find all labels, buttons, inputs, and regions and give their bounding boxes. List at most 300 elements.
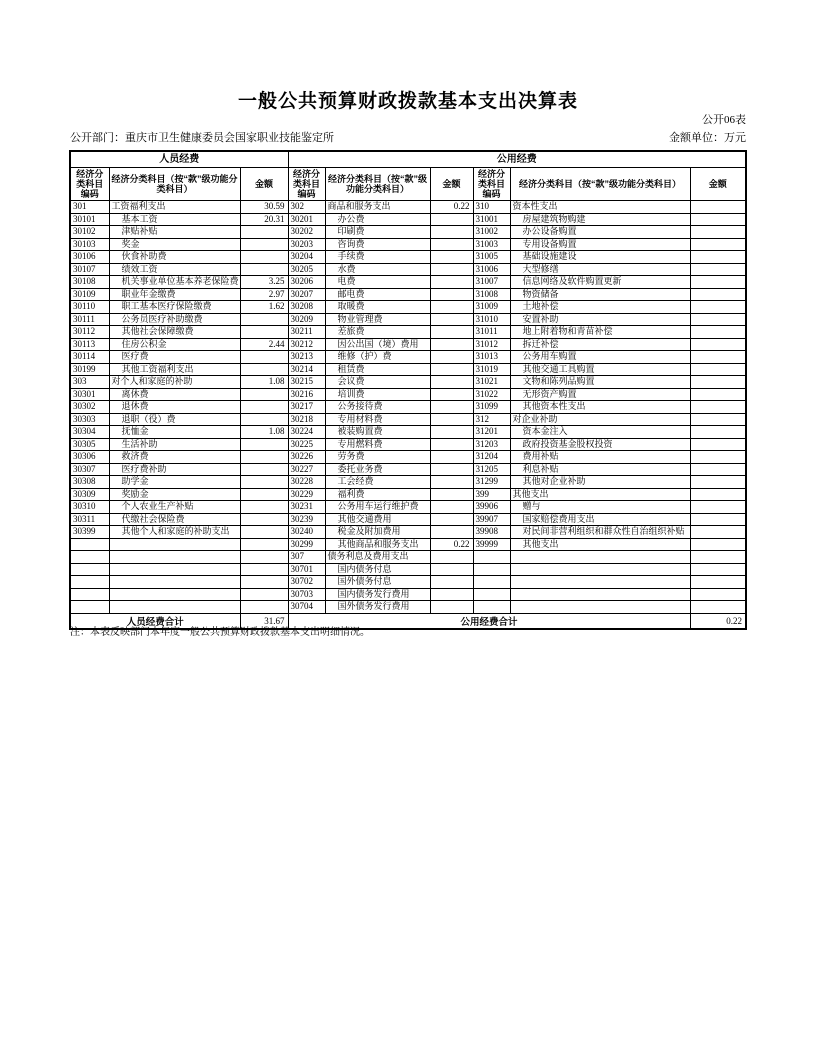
amount-cell <box>690 488 746 501</box>
subject-name-cell: 政府投资基金股权投资 <box>510 438 690 451</box>
subject-name-cell: 其他资本性支出 <box>510 401 690 414</box>
amount-cell: 1.62 <box>240 301 288 314</box>
amount-cell <box>430 376 473 389</box>
subject-name-cell: 拆迁补偿 <box>510 338 690 351</box>
amount-cell <box>430 563 473 576</box>
amount-cell <box>430 251 473 264</box>
economic-code-cell <box>70 588 109 601</box>
economic-code-cell: 30111 <box>70 313 109 326</box>
subject-name-cell <box>109 538 240 551</box>
amount-cell <box>690 288 746 301</box>
subject-name-cell: 土地补偿 <box>510 301 690 314</box>
table-body <box>70 201 746 614</box>
subject-name-cell: 离休费 <box>109 388 240 401</box>
amount-cell <box>430 276 473 289</box>
amount-cell <box>240 313 288 326</box>
col-header-code-2: 经济分类科目编码 <box>288 168 325 201</box>
subject-name-cell: 其他交通费用 <box>325 513 430 526</box>
personnel-total-label: 人员经费合计 <box>70 613 240 629</box>
economic-code-cell: 30217 <box>288 401 325 414</box>
amount-cell <box>240 476 288 489</box>
subject-name-cell: 公务用车运行维护费 <box>325 501 430 514</box>
amount-cell <box>690 263 746 276</box>
economic-code-cell: 31013 <box>473 351 510 364</box>
subject-name-cell: 安置补助 <box>510 313 690 326</box>
amount-cell <box>690 563 746 576</box>
economic-code-cell: 31019 <box>473 363 510 376</box>
economic-code-cell: 30224 <box>288 426 325 439</box>
amount-cell <box>240 363 288 376</box>
economic-code-cell: 31010 <box>473 313 510 326</box>
amount-cell <box>690 213 746 226</box>
economic-code-cell: 31203 <box>473 438 510 451</box>
budget-table <box>69 150 747 630</box>
economic-code-cell: 30215 <box>288 376 325 389</box>
subject-name-cell: 办公费 <box>325 213 430 226</box>
economic-code-cell: 30203 <box>288 238 325 251</box>
economic-code-cell <box>70 551 109 564</box>
table-row <box>70 226 746 239</box>
amount-cell <box>690 276 746 289</box>
amount-cell <box>690 526 746 539</box>
amount-cell <box>430 551 473 564</box>
economic-code-cell: 30101 <box>70 213 109 226</box>
economic-code-cell: 30229 <box>288 488 325 501</box>
amount-cell <box>690 588 746 601</box>
economic-code-cell: 30302 <box>70 401 109 414</box>
table-row <box>70 426 746 439</box>
economic-code-cell: 30701 <box>288 563 325 576</box>
subject-name-cell: 救济费 <box>109 451 240 464</box>
group-header-row <box>70 151 746 168</box>
economic-code-cell: 307 <box>288 551 325 564</box>
table-row <box>70 251 746 264</box>
amount-cell <box>430 301 473 314</box>
economic-code-cell: 31001 <box>473 213 510 226</box>
economic-code-cell: 30114 <box>70 351 109 364</box>
col-header-name-2: 经济分类科目（按“款”级功能分类科目） <box>325 168 430 201</box>
subject-name-cell: 公务接待费 <box>325 401 430 414</box>
table-row <box>70 301 746 314</box>
subject-name-cell: 其他工资福利支出 <box>109 363 240 376</box>
economic-code-cell <box>473 551 510 564</box>
amount-cell: 1.08 <box>240 426 288 439</box>
subject-name-cell: 差旅费 <box>325 326 430 339</box>
economic-code-cell: 31204 <box>473 451 510 464</box>
amount-cell <box>690 301 746 314</box>
amount-cell <box>430 413 473 426</box>
table-row <box>70 401 746 414</box>
subject-name-cell: 物资储备 <box>510 288 690 301</box>
subject-name-cell <box>510 601 690 614</box>
meta-line <box>70 129 746 145</box>
amount-cell <box>430 426 473 439</box>
economic-code-cell: 30310 <box>70 501 109 514</box>
amount-cell: 2.97 <box>240 288 288 301</box>
economic-code-cell: 31003 <box>473 238 510 251</box>
subject-name-cell: 商品和服务支出 <box>325 201 430 214</box>
table-row <box>70 488 746 501</box>
economic-code-cell: 30228 <box>288 476 325 489</box>
amount-cell <box>240 488 288 501</box>
economic-code-cell <box>473 576 510 589</box>
subject-name-cell: 专用设备购置 <box>510 238 690 251</box>
economic-code-cell: 310 <box>473 201 510 214</box>
unit-label: 金额单位：万元 <box>669 132 746 144</box>
amount-cell <box>690 601 746 614</box>
subject-name-cell: 印刷费 <box>325 226 430 239</box>
subject-name-cell: 文物和陈列品购置 <box>510 376 690 389</box>
amount-cell <box>690 413 746 426</box>
amount-cell <box>240 451 288 464</box>
subject-name-cell: 住房公积金 <box>109 338 240 351</box>
economic-code-cell: 301 <box>70 201 109 214</box>
subject-name-cell: 培训费 <box>325 388 430 401</box>
table-row <box>70 563 746 576</box>
subject-name-cell <box>510 576 690 589</box>
economic-code-cell: 30239 <box>288 513 325 526</box>
table-row <box>70 413 746 426</box>
table-row <box>70 388 746 401</box>
amount-cell <box>430 238 473 251</box>
economic-code-cell <box>70 563 109 576</box>
subject-name-cell: 会议费 <box>325 376 430 389</box>
subject-name-cell: 医疗费补助 <box>109 463 240 476</box>
subject-name-cell: 大型修缮 <box>510 263 690 276</box>
economic-code-cell: 31002 <box>473 226 510 239</box>
subject-name-cell: 资本性支出 <box>510 201 690 214</box>
economic-code-cell: 30206 <box>288 276 325 289</box>
economic-code-cell: 31021 <box>473 376 510 389</box>
subject-name-cell: 债务利息及费用支出 <box>325 551 430 564</box>
subject-name-cell: 生活补助 <box>109 438 240 451</box>
economic-code-cell: 39908 <box>473 526 510 539</box>
col-header-amount-3: 金额 <box>690 168 746 201</box>
public-total-amount: 0.22 <box>690 613 746 629</box>
economic-code-cell: 30208 <box>288 301 325 314</box>
economic-code-cell: 30102 <box>70 226 109 239</box>
subject-name-cell: 基础设施建设 <box>510 251 690 264</box>
table-row <box>70 276 746 289</box>
economic-code-cell <box>70 576 109 589</box>
economic-code-cell <box>473 563 510 576</box>
economic-code-cell: 30201 <box>288 213 325 226</box>
subject-name-cell: 对企业补助 <box>510 413 690 426</box>
amount-cell <box>690 388 746 401</box>
table-row <box>70 576 746 589</box>
economic-code-cell: 30209 <box>288 313 325 326</box>
amount-cell <box>690 226 746 239</box>
amount-cell <box>240 401 288 414</box>
subject-name-cell <box>109 576 240 589</box>
economic-code-cell: 30304 <box>70 426 109 439</box>
amount-cell: 30.59 <box>240 201 288 214</box>
economic-code-cell: 399 <box>473 488 510 501</box>
economic-code-cell: 31201 <box>473 426 510 439</box>
subject-name-cell <box>109 551 240 564</box>
amount-cell <box>240 463 288 476</box>
subject-name-cell: 专用燃料费 <box>325 438 430 451</box>
economic-code-cell: 31007 <box>473 276 510 289</box>
amount-cell <box>690 376 746 389</box>
amount-cell <box>690 363 746 376</box>
economic-code-cell: 30227 <box>288 463 325 476</box>
amount-cell <box>240 551 288 564</box>
subject-name-cell: 绩效工资 <box>109 263 240 276</box>
subject-name-cell: 其他商品和服务支出 <box>325 538 430 551</box>
table-row <box>70 238 746 251</box>
subject-name-cell: 租赁费 <box>325 363 430 376</box>
economic-code-cell: 39999 <box>473 538 510 551</box>
economic-code-cell: 30106 <box>70 251 109 264</box>
amount-cell <box>430 438 473 451</box>
economic-code-cell: 30702 <box>288 576 325 589</box>
subject-name-cell: 水费 <box>325 263 430 276</box>
amount-cell <box>430 601 473 614</box>
economic-code-cell: 30204 <box>288 251 325 264</box>
subject-name-cell: 工会经费 <box>325 476 430 489</box>
amount-cell: 3.25 <box>240 276 288 289</box>
subject-name-cell: 其他交通工具购置 <box>510 363 690 376</box>
column-header-row <box>70 168 746 201</box>
subject-name-cell: 办公设备购置 <box>510 226 690 239</box>
col-header-name-1: 经济分类科目（按“款”级功能分类科目） <box>109 168 240 201</box>
subject-name-cell: 维修（护）费 <box>325 351 430 364</box>
subject-name-cell: 委托业务费 <box>325 463 430 476</box>
economic-code-cell: 30213 <box>288 351 325 364</box>
table-code-label: 公开06表 <box>702 114 746 126</box>
subject-name-cell: 国外债务付息 <box>325 576 430 589</box>
economic-code-cell: 30231 <box>288 501 325 514</box>
subject-name-cell <box>510 588 690 601</box>
amount-cell <box>690 201 746 214</box>
amount-cell <box>430 313 473 326</box>
amount-cell <box>240 526 288 539</box>
table-row <box>70 588 746 601</box>
economic-code-cell: 30108 <box>70 276 109 289</box>
subject-name-cell: 公务用车购置 <box>510 351 690 364</box>
amount-cell: 0.22 <box>430 538 473 551</box>
subject-name-cell: 因公出国（境）费用 <box>325 338 430 351</box>
subject-name-cell: 个人农业生产补贴 <box>109 501 240 514</box>
amount-cell <box>240 263 288 276</box>
subject-name-cell: 伙食补助费 <box>109 251 240 264</box>
amount-cell <box>690 426 746 439</box>
table-row <box>70 288 746 301</box>
economic-code-cell: 30212 <box>288 338 325 351</box>
subject-name-cell: 物业管理费 <box>325 313 430 326</box>
economic-code-cell: 30218 <box>288 413 325 426</box>
economic-code-cell <box>473 601 510 614</box>
amount-cell <box>690 513 746 526</box>
table-row <box>70 438 746 451</box>
economic-code-cell: 31006 <box>473 263 510 276</box>
subject-name-cell: 房屋建筑物购建 <box>510 213 690 226</box>
table-row <box>70 313 746 326</box>
amount-cell <box>430 363 473 376</box>
economic-code-cell: 30303 <box>70 413 109 426</box>
economic-code-cell: 39907 <box>473 513 510 526</box>
economic-code-cell <box>70 601 109 614</box>
table-row <box>70 201 746 214</box>
amount-cell <box>690 238 746 251</box>
economic-code-cell: 31005 <box>473 251 510 264</box>
amount-cell <box>690 338 746 351</box>
economic-code-cell: 31022 <box>473 388 510 401</box>
subject-name-cell: 手续费 <box>325 251 430 264</box>
amount-cell <box>690 313 746 326</box>
subject-name-cell: 其他个人和家庭的补助支出 <box>109 526 240 539</box>
economic-code-cell: 31012 <box>473 338 510 351</box>
table-row <box>70 601 746 614</box>
amount-cell <box>430 338 473 351</box>
amount-cell <box>690 501 746 514</box>
table-row <box>70 326 746 339</box>
subject-name-cell: 取暖费 <box>325 301 430 314</box>
amount-cell <box>430 213 473 226</box>
subject-name-cell: 津贴补贴 <box>109 226 240 239</box>
subject-name-cell: 助学金 <box>109 476 240 489</box>
amount-cell <box>430 488 473 501</box>
group-header-personnel: 人员经费 <box>70 151 288 168</box>
amount-cell <box>430 288 473 301</box>
subject-name-cell: 奖金 <box>109 238 240 251</box>
amount-cell <box>690 401 746 414</box>
economic-code-cell: 30240 <box>288 526 325 539</box>
amount-cell <box>240 501 288 514</box>
economic-code-cell: 30109 <box>70 288 109 301</box>
amount-cell: 2.44 <box>240 338 288 351</box>
economic-code-cell: 31008 <box>473 288 510 301</box>
economic-code-cell: 30704 <box>288 601 325 614</box>
footnote: 注：本表反映部门本年度一般公共预算财政拨款基本支出明细情况。 <box>70 627 370 638</box>
economic-code-cell: 31205 <box>473 463 510 476</box>
col-header-amount-2: 金额 <box>430 168 473 201</box>
table-row <box>70 513 746 526</box>
subject-name-cell: 退休费 <box>109 401 240 414</box>
subject-name-cell <box>109 588 240 601</box>
amount-cell <box>690 463 746 476</box>
table-row <box>70 376 746 389</box>
amount-cell <box>690 326 746 339</box>
subject-name-cell: 费用补贴 <box>510 451 690 464</box>
subject-name-cell: 奖励金 <box>109 488 240 501</box>
subject-name-cell: 信息网络及软件购置更新 <box>510 276 690 289</box>
subject-name-cell: 邮电费 <box>325 288 430 301</box>
subject-name-cell: 对个人和家庭的补助 <box>109 376 240 389</box>
subject-name-cell: 代缴社会保险费 <box>109 513 240 526</box>
amount-cell <box>430 326 473 339</box>
amount-cell <box>430 451 473 464</box>
subject-name-cell: 基本工资 <box>109 213 240 226</box>
amount-cell <box>430 513 473 526</box>
subject-name-cell: 其他对企业补助 <box>510 476 690 489</box>
amount-cell <box>690 251 746 264</box>
amount-cell <box>690 451 746 464</box>
amount-cell: 0.22 <box>430 201 473 214</box>
subject-name-cell <box>109 601 240 614</box>
amount-cell: 1.08 <box>240 376 288 389</box>
economic-code-cell: 30703 <box>288 588 325 601</box>
table-row <box>70 538 746 551</box>
subject-name-cell: 机关事业单位基本养老保险费 <box>109 276 240 289</box>
table-row <box>70 351 746 364</box>
economic-code-cell: 30399 <box>70 526 109 539</box>
col-header-code-3: 经济分类科目编码 <box>473 168 510 201</box>
economic-code-cell: 30225 <box>288 438 325 451</box>
subject-name-cell: 抚恤金 <box>109 426 240 439</box>
amount-cell <box>690 551 746 564</box>
table-row <box>70 263 746 276</box>
amount-cell <box>240 251 288 264</box>
economic-code-cell <box>70 538 109 551</box>
table-row <box>70 526 746 539</box>
subject-name-cell <box>109 563 240 576</box>
subject-name-cell: 劳务费 <box>325 451 430 464</box>
subject-name-cell: 国家赔偿费用支出 <box>510 513 690 526</box>
economic-code-cell: 30199 <box>70 363 109 376</box>
amount-cell <box>240 238 288 251</box>
table-row <box>70 501 746 514</box>
economic-code-cell: 30214 <box>288 363 325 376</box>
subject-name-cell: 其他支出 <box>510 538 690 551</box>
amount-cell <box>240 351 288 364</box>
table-row <box>70 463 746 476</box>
amount-cell <box>240 438 288 451</box>
amount-cell <box>690 438 746 451</box>
economic-code-cell: 30305 <box>70 438 109 451</box>
subject-name-cell <box>510 563 690 576</box>
subject-name-cell: 退职（役）费 <box>109 413 240 426</box>
economic-code-cell: 30202 <box>288 226 325 239</box>
table-row <box>70 363 746 376</box>
subject-name-cell: 赠与 <box>510 501 690 514</box>
subject-name-cell: 资本金注入 <box>510 426 690 439</box>
economic-code-cell: 30112 <box>70 326 109 339</box>
amount-cell <box>430 476 473 489</box>
economic-code-cell: 302 <box>288 201 325 214</box>
page-title: 一般公共预算财政拨款基本支出决算表 <box>237 91 578 112</box>
table-row <box>70 338 746 351</box>
table-row <box>70 213 746 226</box>
amount-cell <box>690 538 746 551</box>
amount-cell <box>240 513 288 526</box>
subject-name-cell: 咨询费 <box>325 238 430 251</box>
subject-name-cell: 被装购置费 <box>325 426 430 439</box>
subject-name-cell <box>510 551 690 564</box>
subject-name-cell: 其他支出 <box>510 488 690 501</box>
subject-name-cell: 国内债务发行费用 <box>325 588 430 601</box>
economic-code-cell <box>473 588 510 601</box>
amount-cell <box>240 413 288 426</box>
economic-code-cell: 30205 <box>288 263 325 276</box>
subject-name-cell: 职工基本医疗保险缴费 <box>109 301 240 314</box>
economic-code-cell: 39906 <box>473 501 510 514</box>
amount-cell <box>690 351 746 364</box>
amount-cell: 20.31 <box>240 213 288 226</box>
amount-cell <box>240 601 288 614</box>
amount-cell <box>240 538 288 551</box>
col-header-name-3: 经济分类科目（按“款”级功能分类科目） <box>510 168 690 201</box>
economic-code-cell: 31011 <box>473 326 510 339</box>
amount-cell <box>430 526 473 539</box>
subject-name-cell: 无形资产购置 <box>510 388 690 401</box>
economic-code-cell: 30110 <box>70 301 109 314</box>
subject-name-cell: 其他社会保障缴费 <box>109 326 240 339</box>
economic-code-cell: 303 <box>70 376 109 389</box>
amount-cell <box>430 263 473 276</box>
subject-name-cell: 工资福利支出 <box>109 201 240 214</box>
